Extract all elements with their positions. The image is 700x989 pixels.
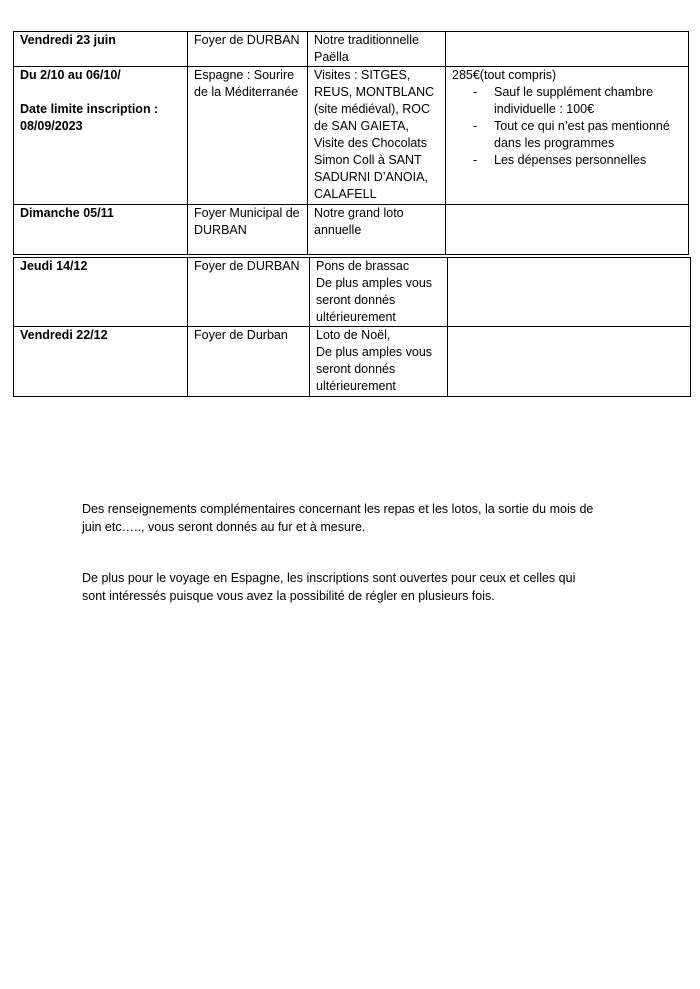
price-text: 285€(tout compris) <box>452 68 557 82</box>
activity-line: Loto de Noël, <box>316 328 391 342</box>
activity-cell: Notre grand loto annuelle <box>308 205 446 255</box>
date-cell <box>14 67 188 205</box>
activity-line: Pons de brassac <box>316 259 410 273</box>
details-list <box>452 84 683 169</box>
location-cell: Foyer de DURBAN <box>188 258 310 327</box>
info-paragraph: Des renseignements complémentaires concernant les repas et les lotos, la sortie du mois de juin etc….., vous seront donnés au fur et à mesure. <box>82 502 594 534</box>
table-row <box>14 258 691 327</box>
date-line: Dimanche 05/11 <box>20 206 114 220</box>
registration-deadline: Date limite inscription : 08/09/2023 <box>20 102 159 133</box>
activity-cell <box>310 327 448 397</box>
location-cell: Espagne : Sourire de la Méditerranée <box>188 67 308 205</box>
details-cell <box>446 205 689 255</box>
details-cell <box>446 32 689 67</box>
list-item: - Les dépenses personnelles <box>452 152 683 169</box>
events-table-top <box>13 31 689 255</box>
registration-paragraph: De plus pour le voyage en Espagne, les inscriptions sont ouvertes pour ceux et celles qui sont intéressés puisque vous avez la possibilité de régler en plusieurs fois. <box>82 571 576 603</box>
table-row <box>14 327 691 397</box>
spacer <box>20 84 182 101</box>
date-line: Du 2/10 au 06/10/ <box>20 68 121 82</box>
location-cell: Foyer Municipal de DURBAN <box>188 205 308 255</box>
table-row <box>14 67 689 205</box>
date-cell <box>14 32 188 67</box>
details-cell <box>446 67 689 205</box>
location-cell: Foyer de DURBAN <box>188 32 308 67</box>
date-cell: Vendredi 22/12 <box>14 327 188 397</box>
details-cell <box>448 327 691 397</box>
details-cell <box>448 258 691 327</box>
table-row <box>14 205 689 255</box>
table-row <box>14 32 689 67</box>
activity-cell <box>310 258 448 327</box>
activity-line: De plus amples vous seront donnés ultérieurement <box>316 276 433 324</box>
date-cell: Jeudi 14/12 <box>14 258 188 327</box>
events-table-bottom <box>13 257 691 397</box>
location-cell: Foyer de Durban <box>188 327 310 397</box>
activity-cell: Notre traditionnelle Paëlla <box>308 32 446 67</box>
list-item: - Tout ce qui n’est pas mentionné dans les programmes <box>452 118 683 152</box>
date-line: Vendredi 23 juin <box>20 33 116 47</box>
activity-cell: Visites : SITGES, REUS, MONTBLANC (site médiéval), ROC de SAN GAIETA, Visite des Chocolats Simon Coll à SANT SADURNI D’ANOIA, CALAFELL <box>308 67 446 205</box>
list-item: - Sauf le supplément chambre individuelle : 100€ <box>452 84 683 118</box>
activity-line: De plus amples vous seront donnés ultérieurement <box>316 345 433 393</box>
date-cell <box>14 205 188 255</box>
